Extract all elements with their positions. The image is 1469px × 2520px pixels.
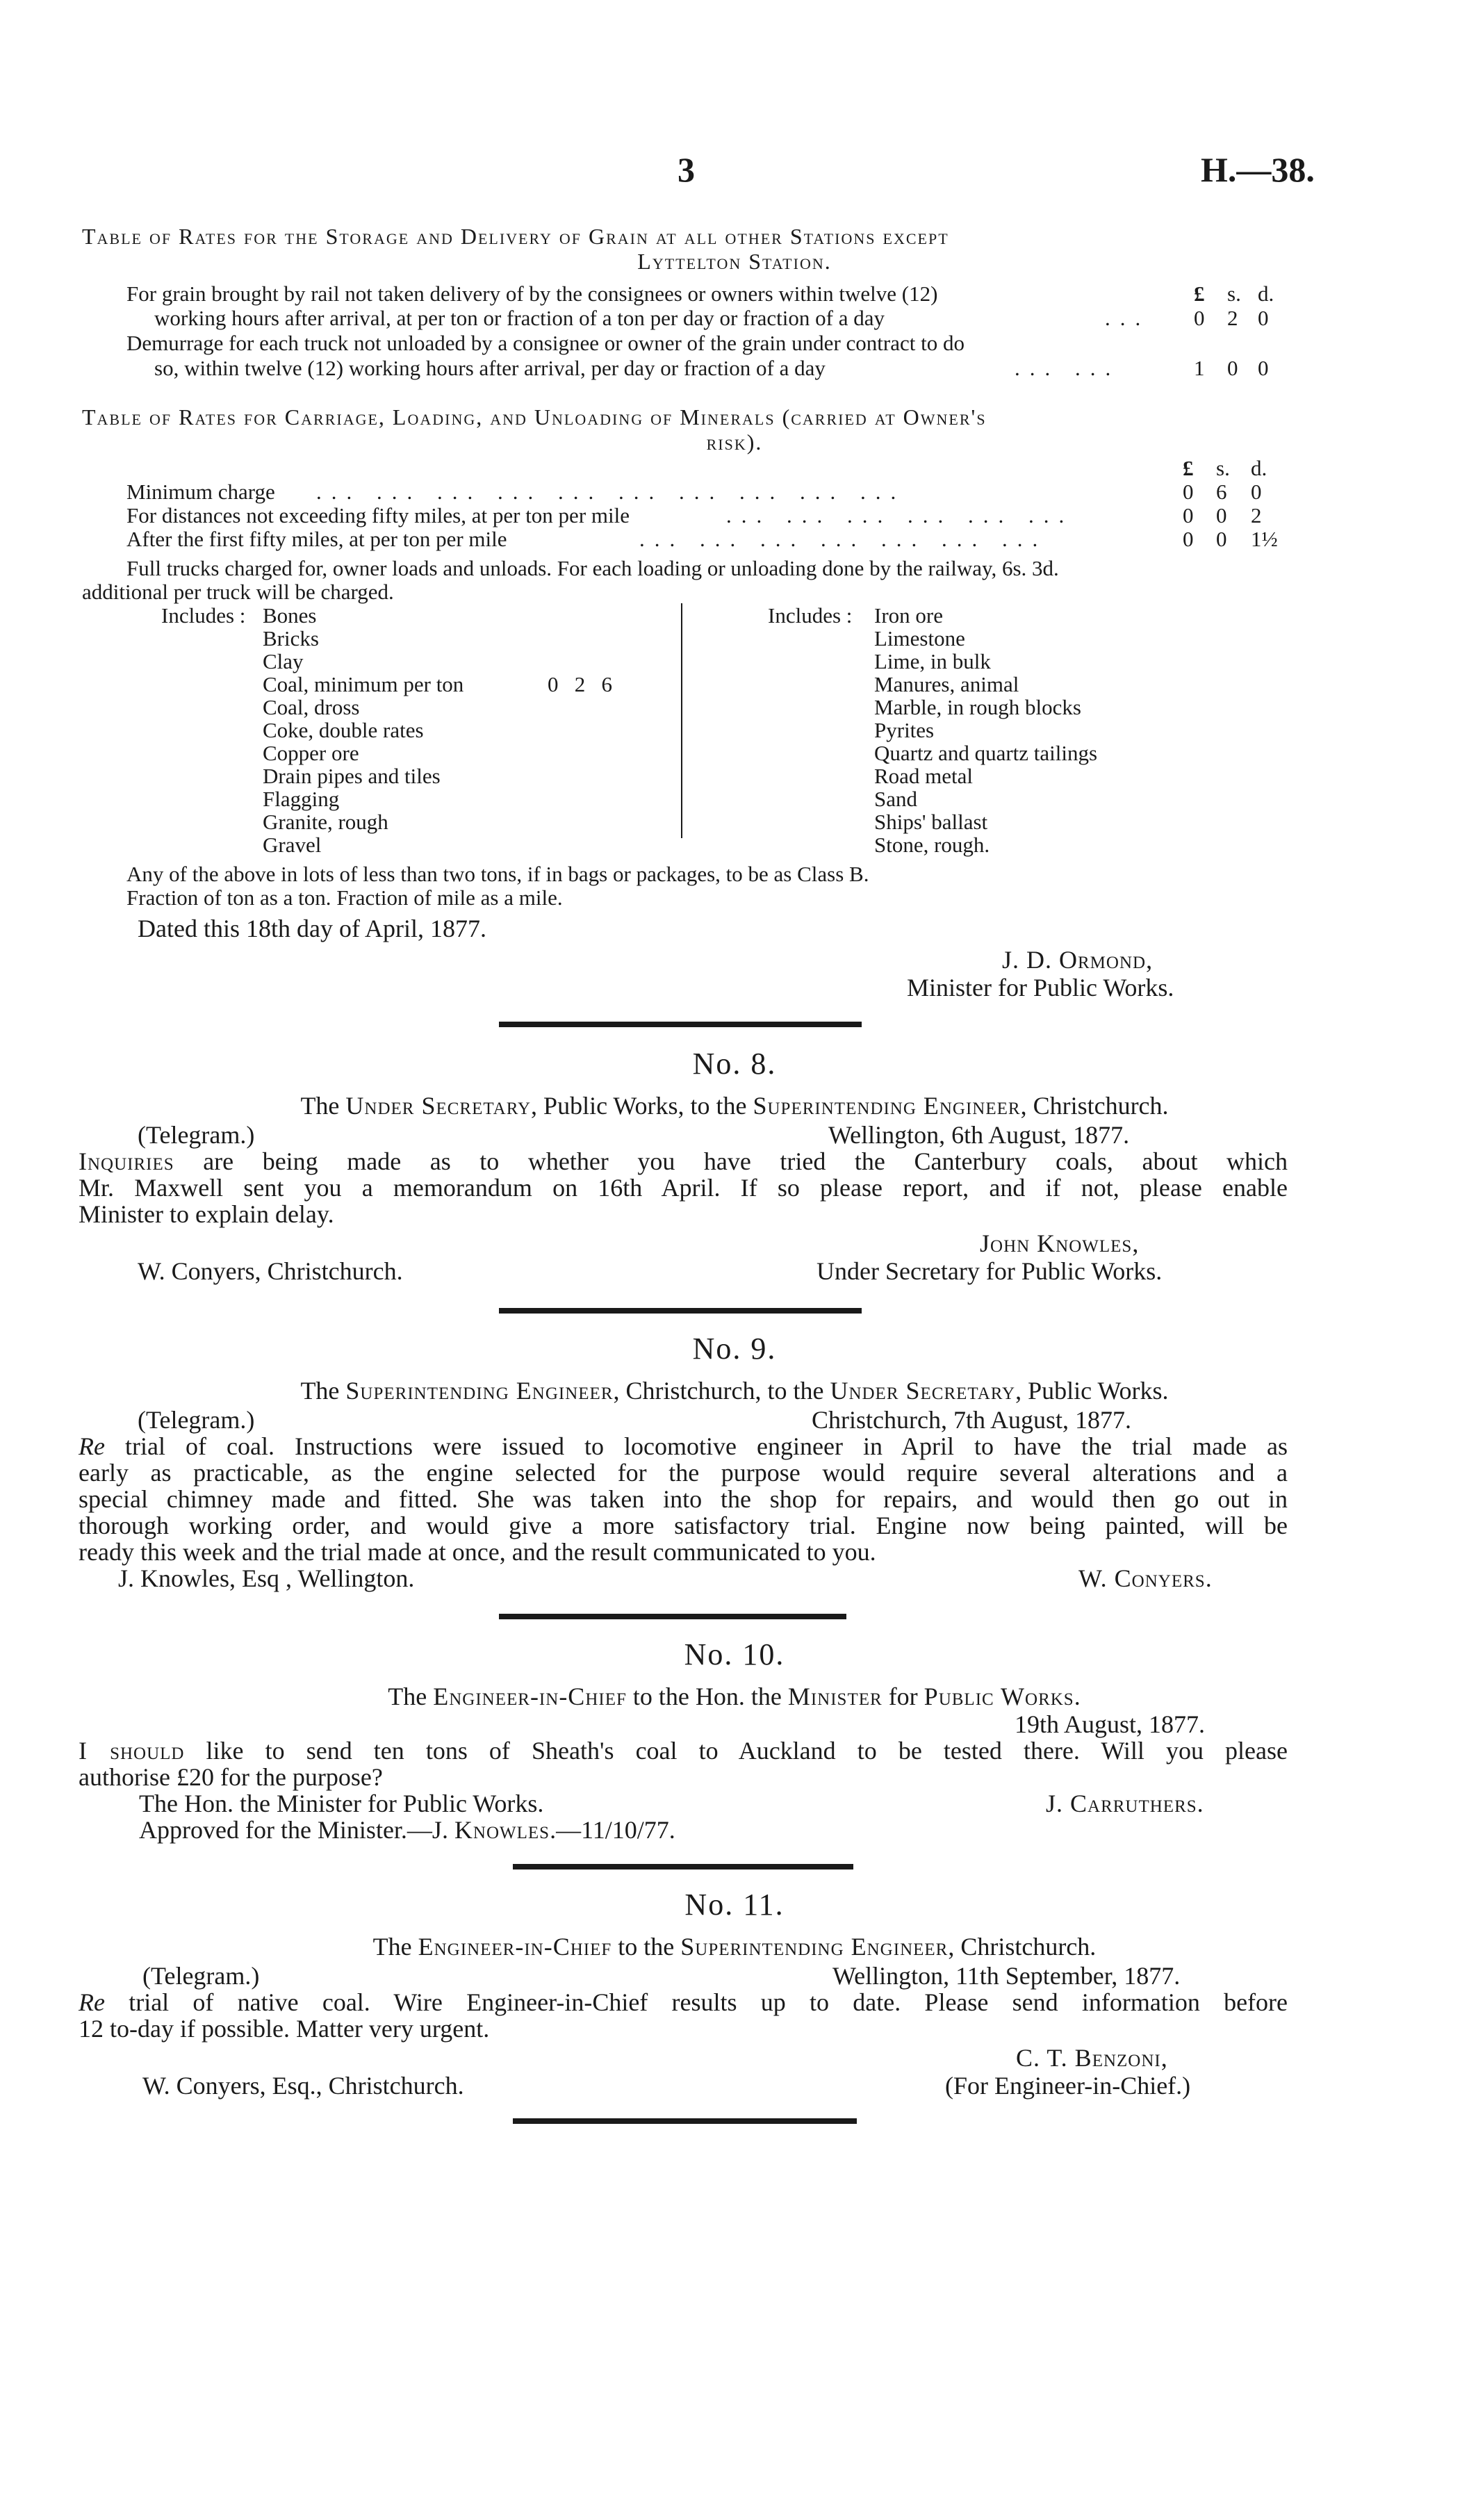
minerals-note-line2: additional per truck will be charged. [82, 580, 394, 604]
item-heading: The Engineer-in-Chief to the Superintending Engineer, Christchurch. [372, 1933, 1097, 1961]
grain-row2-line2: so, within twelve (12) working hours after arrival, per day or fraction of a day [154, 356, 826, 380]
signatory-name: J. D. Ormond, [1002, 946, 1154, 974]
body-line: I should like to send ten tons of Sheath's coal to Auckland to be tested there. Will you please [79, 1737, 1288, 1765]
section-divider [499, 1022, 862, 1027]
body-line: early as practicable, as the engine selected for the purpose would require several alterations and a [79, 1459, 1288, 1487]
grain-col-pounds: £ [1194, 281, 1205, 306]
minerals-row-pounds: 0 [1183, 503, 1194, 527]
grain-row2-dots: ... ... [1015, 356, 1121, 380]
item-heading: The Engineer-in-Chief to the Hon. the Minister for Public Works. [388, 1683, 1081, 1710]
mineral-item: Ships' ballast [874, 810, 988, 834]
item-date: 19th August, 1877. [1015, 1710, 1206, 1738]
mineral-item: Flagging [263, 787, 340, 811]
item-number: No. 8. [692, 1047, 777, 1081]
minerals-footnote1: Any of the above in lots of less than two tons, if in bags or packages, to be as Class B. [126, 862, 869, 886]
minerals-row-shillings: 0 [1216, 503, 1227, 527]
addressee: The Hon. the Minister for Public Works. [139, 1790, 544, 1817]
item-number: No. 11. [684, 1888, 785, 1922]
grain-row1-line2: working hours after arrival, at per ton or fraction of a ton per day or fraction of a day [154, 306, 885, 330]
minerals-col-shillings: s. [1216, 456, 1230, 480]
item-heading: The Superintending Engineer, Christchurch, to the Under Secretary, Public Works. [300, 1377, 1169, 1405]
body-line: authorise £20 for the purpose? [79, 1763, 383, 1791]
grain-row1-shillings: 2 [1227, 306, 1238, 330]
minerals-row-dots: ... ... ... ... ... ... ... [639, 527, 1048, 551]
body-line: 12 to-day if possible. Matter very urgent. [79, 2015, 490, 2043]
telegram-label: (Telegram.) [138, 1121, 255, 1149]
place-date: Christchurch, 7th August, 1877. [812, 1406, 1131, 1434]
grain-col-pence: d. [1258, 281, 1274, 306]
place-date: Wellington, 6th August, 1877. [828, 1121, 1130, 1149]
column-divider [681, 603, 682, 838]
minerals-col-pence: d. [1251, 456, 1267, 480]
minerals-table-title-line2: risk). [706, 429, 763, 455]
body-line: Inquiries are being made as to whether you have tried the Canterbury coals, about which [79, 1147, 1288, 1175]
grain-row1-pence: 0 [1258, 306, 1269, 330]
item-heading: The Under Secretary, Public Works, to the Superintending Engineer, Christchurch. [300, 1092, 1169, 1120]
section-divider [513, 1864, 853, 1869]
grain-col-shillings: s. [1227, 281, 1241, 306]
minerals-row-dots: ... ... ... ... ... ... ... ... ... ... [316, 480, 906, 504]
minerals-row-shillings: 0 [1216, 527, 1227, 551]
minerals-row-label: After the first fifty miles, at per ton per mile [126, 527, 507, 551]
mineral-item: Iron ore [874, 603, 943, 628]
mineral-item: Lime, in bulk [874, 649, 991, 673]
body-line: Re trial of coal. Instructions were issued to locomotive engineer in April to have the trial made as [79, 1432, 1288, 1460]
minerals-row-pence: 0 [1251, 480, 1262, 504]
signer: W. Conyers. [1078, 1564, 1213, 1592]
addressee: W. Conyers, Esq., Christchurch. [142, 2072, 464, 2100]
minerals-row-pence: 2 [1251, 503, 1262, 527]
mineral-item: Manures, animal [874, 672, 1019, 696]
mineral-item: Limestone [874, 626, 965, 651]
item-number: No. 9. [692, 1332, 777, 1366]
section-divider [499, 1308, 862, 1314]
body-line: Mr. Maxwell sent you a memorandum on 16th April. If so please report, and if not, please enable [79, 1174, 1288, 1202]
mineral-item: Coke, double rates [263, 718, 424, 742]
body-line: Minister to explain delay. [79, 1200, 334, 1228]
body-line: Re trial of native coal. Wire Engineer-in-Chief results up to date. Please send information before [79, 1988, 1288, 2016]
signer: J. Carruthers. [1046, 1790, 1204, 1817]
mineral-item: Granite, rough [263, 810, 388, 834]
grain-row2-pence: 0 [1258, 356, 1269, 380]
minerals-row-label: For distances not exceeding fifty miles, at per ton per mile [126, 503, 630, 527]
section-divider [513, 2118, 857, 2124]
minerals-row-dots: ... ... ... ... ... ... [726, 503, 1074, 527]
includes-label-right: Includes : [768, 603, 853, 628]
signatory-title: Minister for Public Works. [907, 974, 1174, 1001]
telegram-label: (Telegram.) [138, 1406, 255, 1434]
grain-row2-shillings: 0 [1227, 356, 1238, 380]
mineral-item: Coal, dross [263, 695, 360, 719]
grain-table-title-line1: Table of Rates for the Storage and Delivery of Grain at all other Stations except [82, 224, 949, 249]
addressee: W. Conyers, Christchurch. [138, 1257, 403, 1285]
dated-line: Dated this 18th day of April, 1877. [138, 915, 486, 942]
grain-row1-line1: For grain brought by rail not taken delivery of by the consignees or owners within twelve (12) [126, 281, 938, 306]
grain-table-title-line2: Lyttelton Station. [637, 249, 832, 274]
minerals-row-pounds: 0 [1183, 480, 1194, 504]
mineral-item: Quartz and quartz tailings [874, 741, 1098, 765]
mineral-item: Pyrites [874, 718, 935, 742]
minerals-row-label: Minimum charge [126, 480, 275, 504]
signer-title: (For Engineer-in-Chief.) [945, 2072, 1191, 2100]
coal-minimum-rate: 0 2 6 [548, 672, 612, 696]
mineral-item: Copper ore [263, 741, 359, 765]
signer-title: Under Secretary for Public Works. [816, 1257, 1163, 1285]
place-date: Wellington, 11th September, 1877. [832, 1962, 1181, 1990]
grain-row2-line1: Demurrage for each truck not unloaded by a consignee or owner of the grain under contract to do [126, 331, 965, 355]
minerals-row-pounds: 0 [1183, 527, 1194, 551]
minerals-note-line1: Full trucks charged for, owner loads and unloads. For each loading or unloading done by the railway, 6s. 3d. [126, 556, 1059, 580]
grain-row2-pounds: 1 [1194, 356, 1205, 380]
addressee: J. Knowles, Esq , Wellington. [118, 1564, 415, 1592]
item-number: No. 10. [684, 1637, 785, 1671]
mineral-item: Stone, rough. [874, 833, 990, 857]
section-divider [499, 1614, 846, 1619]
page-number: 3 [678, 150, 695, 189]
body-line: ready this week and the trial made at once, and the result communicated to you. [79, 1538, 876, 1566]
minerals-col-pounds: £ [1183, 456, 1194, 480]
minerals-row-shillings: 6 [1216, 480, 1227, 504]
minerals-table-title-line1: Table of Rates for Carriage, Loading, and Unloading of Minerals (carried at Owner's [82, 404, 987, 429]
body-line: special chimney made and fitted. She was taken into the shop for repairs, and would then go out in [79, 1485, 1288, 1513]
grain-row1-pounds: 0 [1194, 306, 1205, 330]
document-reference: H.—38. [1201, 150, 1315, 189]
mineral-item: Marble, in rough blocks [874, 695, 1081, 719]
mineral-item: Drain pipes and tiles [263, 764, 441, 788]
mineral-item: Coal, minimum per ton [263, 672, 464, 696]
signer: John Knowles, [980, 1229, 1140, 1257]
approval-line: Approved for the Minister.—J. Knowles.—11/10/77. [139, 1816, 675, 1844]
signer: C. T. Benzoni, [1016, 2044, 1168, 2072]
minerals-row-pence: 1½ [1251, 527, 1278, 551]
mineral-item: Road metal [874, 764, 974, 788]
mineral-item: Clay [263, 649, 304, 673]
mineral-item: Bones [263, 603, 317, 628]
mineral-item: Sand [874, 787, 917, 811]
mineral-item: Gravel [263, 833, 322, 857]
body-line: thorough working order, and would give a more satisfactory trial. Engine now being painted, will be [79, 1512, 1288, 1539]
minerals-footnote2: Fraction of ton as a ton. Fraction of mile as a mile. [126, 885, 563, 910]
telegram-label: (Telegram.) [142, 1962, 260, 1990]
includes-label-left: Includes : [161, 603, 246, 628]
mineral-item: Bricks [263, 626, 319, 651]
grain-row1-dots: ... [1105, 306, 1151, 330]
